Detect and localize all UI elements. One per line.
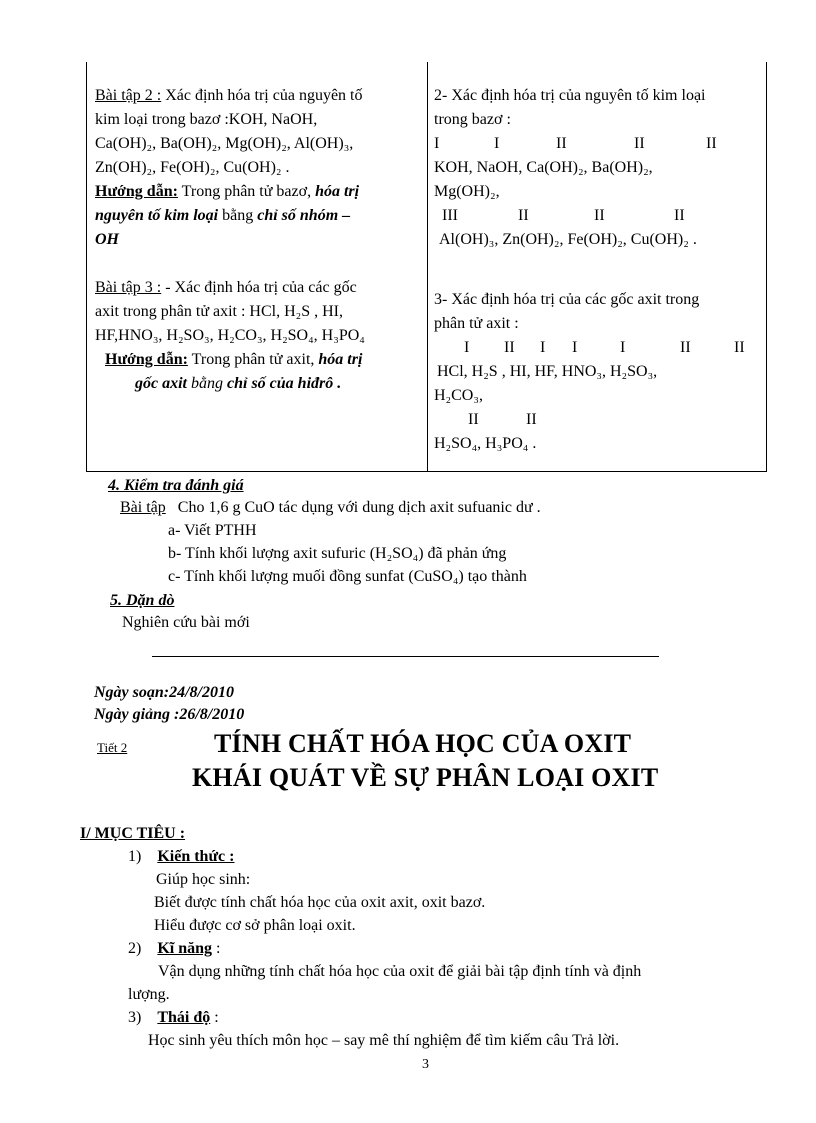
table-left-cell: Bài tập 2 : Xác định hóa trị của nguyên tố kim loại trong bazơ :KOH, NaOH, Ca(OH)₂, Ba(OH)₂, Mg(OH)₂, Al(OH)₃, Zn(OH)₂, Fe(OH)₂, Cu(OH)₂ . Hướng dẫn: Trong phân tử bazơ, hóa trị nguyên tố kim loại bằng chỉ số nhóm – OH Bài tập 3 : - Xác định hóa trị của các gốc axit trong phân tử axit : HCl, H₂S , HI, HF,HNO₃, H₂SO₃, H₂CO₃, H₂SO₄, H₃PO₄ Hướng dẫn: Trong phân tử axit, hóa trị gốc axit bằng chỉ số của hiđrô . xyxy=(95,87,365,392)
section-4-exercise: Bài tập Cho 1,6 g CuO tác dụng với dung dịch axit sufuanic dư . xyxy=(120,499,541,516)
knowledge-line: Giúp học sinh: xyxy=(156,871,251,888)
divider xyxy=(152,656,659,657)
section-5-text: Nghiên cứu bài mới xyxy=(122,614,250,631)
knowledge-line: Hiểu được cơ sở phân loại oxit. xyxy=(154,917,356,934)
table-border-right xyxy=(766,62,767,472)
valence-row: II II xyxy=(468,411,537,428)
valence-row: III II II II xyxy=(442,207,685,224)
table-border-left xyxy=(86,62,87,472)
list-item: c- Tính khối lượng muối đồng sunfat (CuSO₄) tạo thành xyxy=(168,568,527,585)
table-border-middle xyxy=(427,62,428,472)
list-item: b- Tính khối lượng axit sufuric (H₂SO₄) đã phản ứng xyxy=(168,545,507,562)
skills-line: Vận dụng những tính chất hóa học của oxit để giải bài tập định tính và định xyxy=(158,963,642,980)
guide-label: Hướng dẫn: xyxy=(105,351,188,368)
page-title: TÍNH CHẤT HÓA HỌC CỦA OXIT xyxy=(214,729,632,758)
teach-date: Ngày giảng :26/8/2010 xyxy=(94,706,245,723)
section-4-heading: 4. Kiểm tra đánh giá xyxy=(108,477,244,494)
page-number: 3 xyxy=(422,1057,429,1072)
table-border-bottom xyxy=(86,471,767,472)
exercise-3-label: Bài tập 3 : xyxy=(95,279,162,296)
attitude-heading: 3) Thái độ : xyxy=(128,1009,219,1026)
knowledge-line: Biết được tính chất hóa học của oxit axit, oxit bazơ. xyxy=(154,894,486,911)
knowledge-heading: 1) Kiến thức : xyxy=(128,848,235,865)
valence-row: I I II II II xyxy=(434,135,717,152)
guide-label: Hướng dẫn: xyxy=(95,183,178,200)
valence-row: I II I I I II II xyxy=(464,339,745,356)
list-item: a- Viết PTHH xyxy=(168,522,257,539)
page-subtitle: KHÁI QUÁT VỀ SỰ PHÂN LOẠI OXIT xyxy=(192,763,659,792)
exercise-2-label: Bài tập 2 : xyxy=(95,87,162,104)
skills-line: lượng. xyxy=(128,986,170,1003)
skills-heading: 2) Kĩ năng : xyxy=(128,940,221,957)
attitude-line: Học sinh yêu thích môn học – say mê thí nghiệm để tìm kiếm câu Trả lời. xyxy=(148,1032,620,1049)
lesson-number: Tiết 2 xyxy=(97,740,128,755)
section-5-heading: 5. Dặn dò xyxy=(110,592,175,609)
objectives-heading: I/ MỤC TIÊU : xyxy=(80,825,186,842)
prep-date: Ngày soạn:24/8/2010 xyxy=(94,684,234,701)
table-right-cell: 2- Xác định hóa trị của nguyên tố kim loại trong bazơ : I I II II II KOH, NaOH, Ca(OH)₂, Ba(OH)₂, Mg(OH)₂, III II II II Al(OH)₃, Zn(OH)₂, Fe(OH)₂, Cu(OH)₂ . 3- Xác định hóa trị của các gốc axit trong phân tử axit : I II I I I II II HCl, H₂S , HI, HF, HNO₃, H₂SO₃, H₂CO₃, II II H₂SO₄, H₃PO₄ . xyxy=(434,85,764,457)
